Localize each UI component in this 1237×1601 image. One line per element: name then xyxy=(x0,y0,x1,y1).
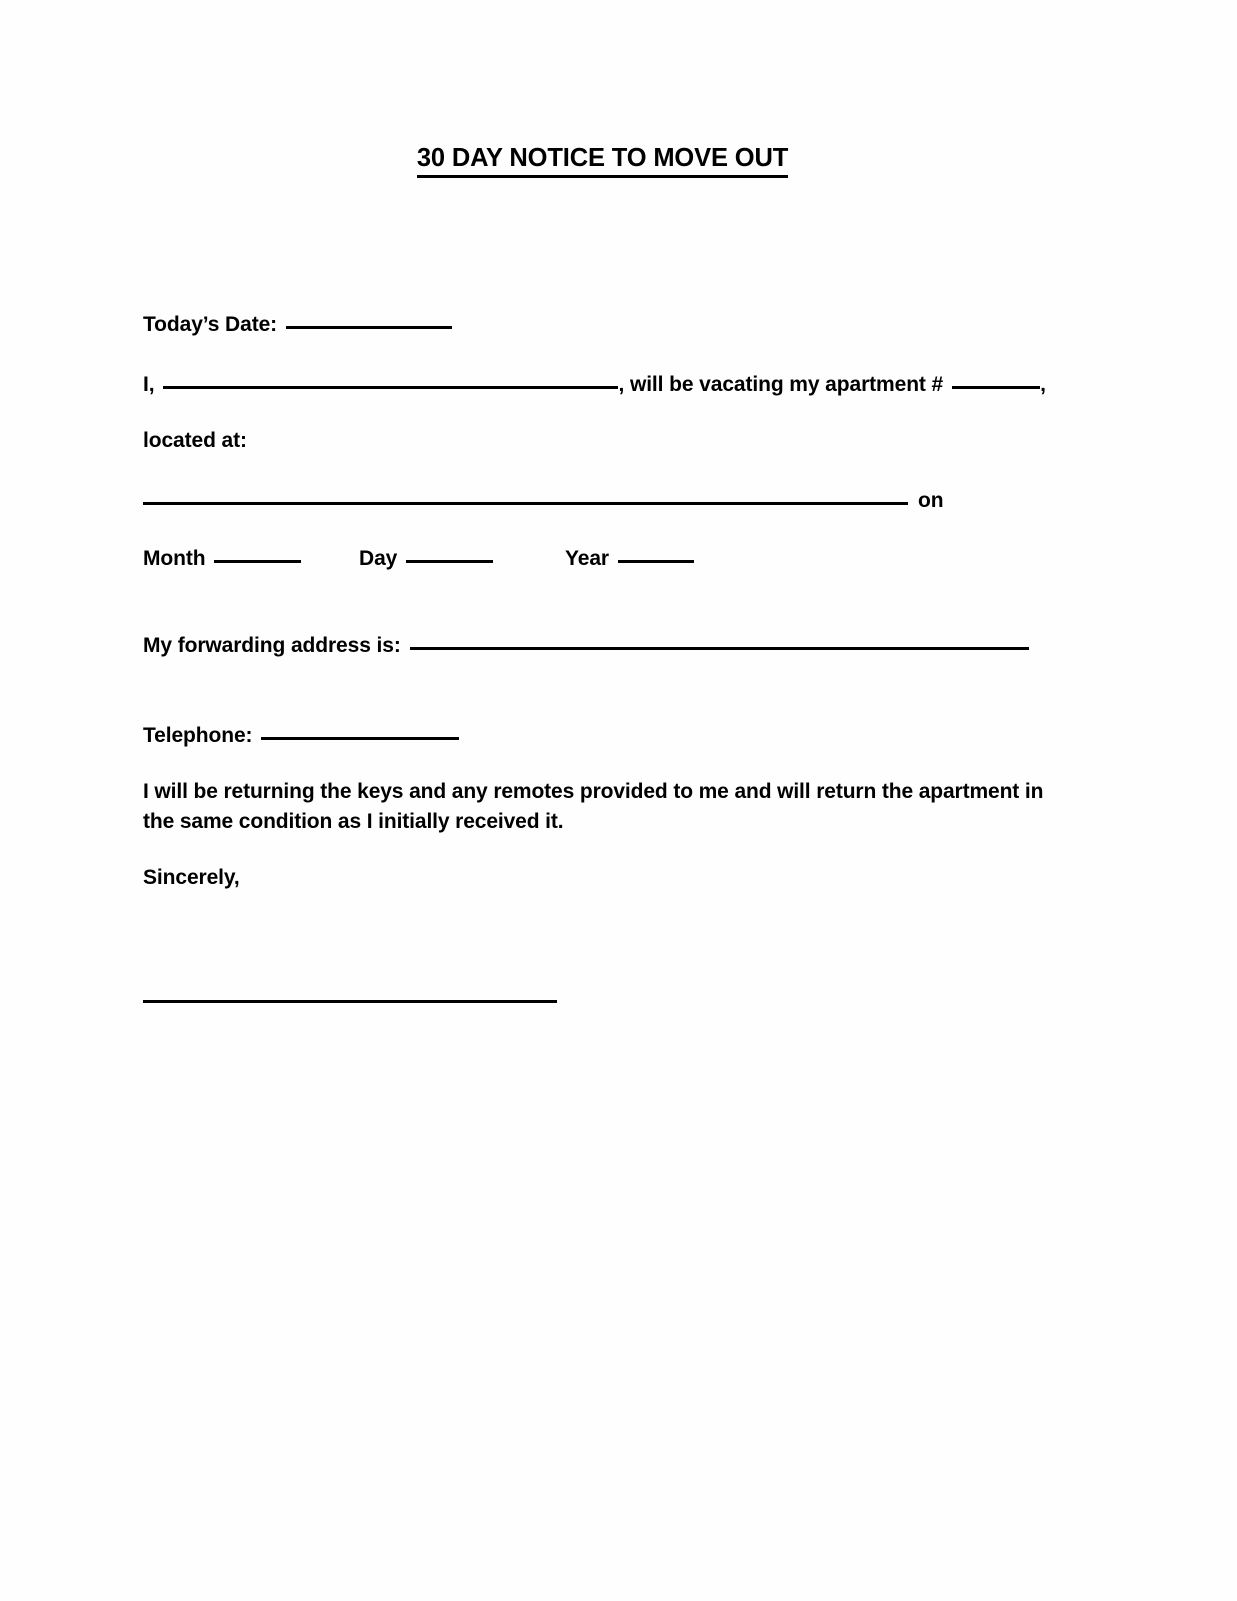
return-conditions-paragraph: I will be returning the keys and any remotes provided to me and will return the apartment in the same condition as I initially received it. xyxy=(143,780,1044,834)
month-blank[interactable] xyxy=(214,560,301,563)
vacating-clause-label: , will be vacating my apartment # xyxy=(618,373,944,396)
day-label: Day xyxy=(359,547,398,570)
page-title-text: 30 DAY NOTICE TO MOVE OUT xyxy=(417,144,788,178)
telephone-row xyxy=(143,723,459,749)
vacating-clause-end: , xyxy=(1040,373,1046,396)
day-field xyxy=(359,547,493,571)
todays-date-blank[interactable] xyxy=(286,326,452,329)
year-label: Year xyxy=(565,547,609,570)
tenant-name-blank[interactable] xyxy=(163,386,618,389)
month-field xyxy=(143,547,301,571)
todays-date-label: Today’s Date: xyxy=(143,313,278,336)
name-intro-label: I, xyxy=(143,373,155,396)
on-label: on xyxy=(918,489,944,512)
forwarding-address-row xyxy=(143,633,1029,659)
closing-row: Sincerely, xyxy=(143,866,240,889)
forwarding-address-label: My forwarding address is: xyxy=(143,634,401,657)
year-field xyxy=(565,547,694,571)
todays-date-row xyxy=(143,312,452,338)
move-out-date-row xyxy=(143,547,1062,577)
page-title xyxy=(143,144,1062,178)
month-label: Month xyxy=(143,547,206,570)
telephone-blank[interactable] xyxy=(261,737,459,740)
address-blank[interactable] xyxy=(143,502,908,505)
located-at-label: located at: xyxy=(143,429,247,452)
year-blank[interactable] xyxy=(618,560,694,563)
address-row xyxy=(143,488,943,514)
forwarding-address-blank[interactable] xyxy=(410,647,1029,650)
tenant-name-row xyxy=(143,372,1046,398)
located-at-row xyxy=(143,428,247,454)
signature-blank[interactable] xyxy=(143,1000,557,1003)
telephone-label: Telephone: xyxy=(143,724,253,747)
apartment-number-blank[interactable] xyxy=(952,386,1040,389)
day-blank[interactable] xyxy=(406,560,493,563)
